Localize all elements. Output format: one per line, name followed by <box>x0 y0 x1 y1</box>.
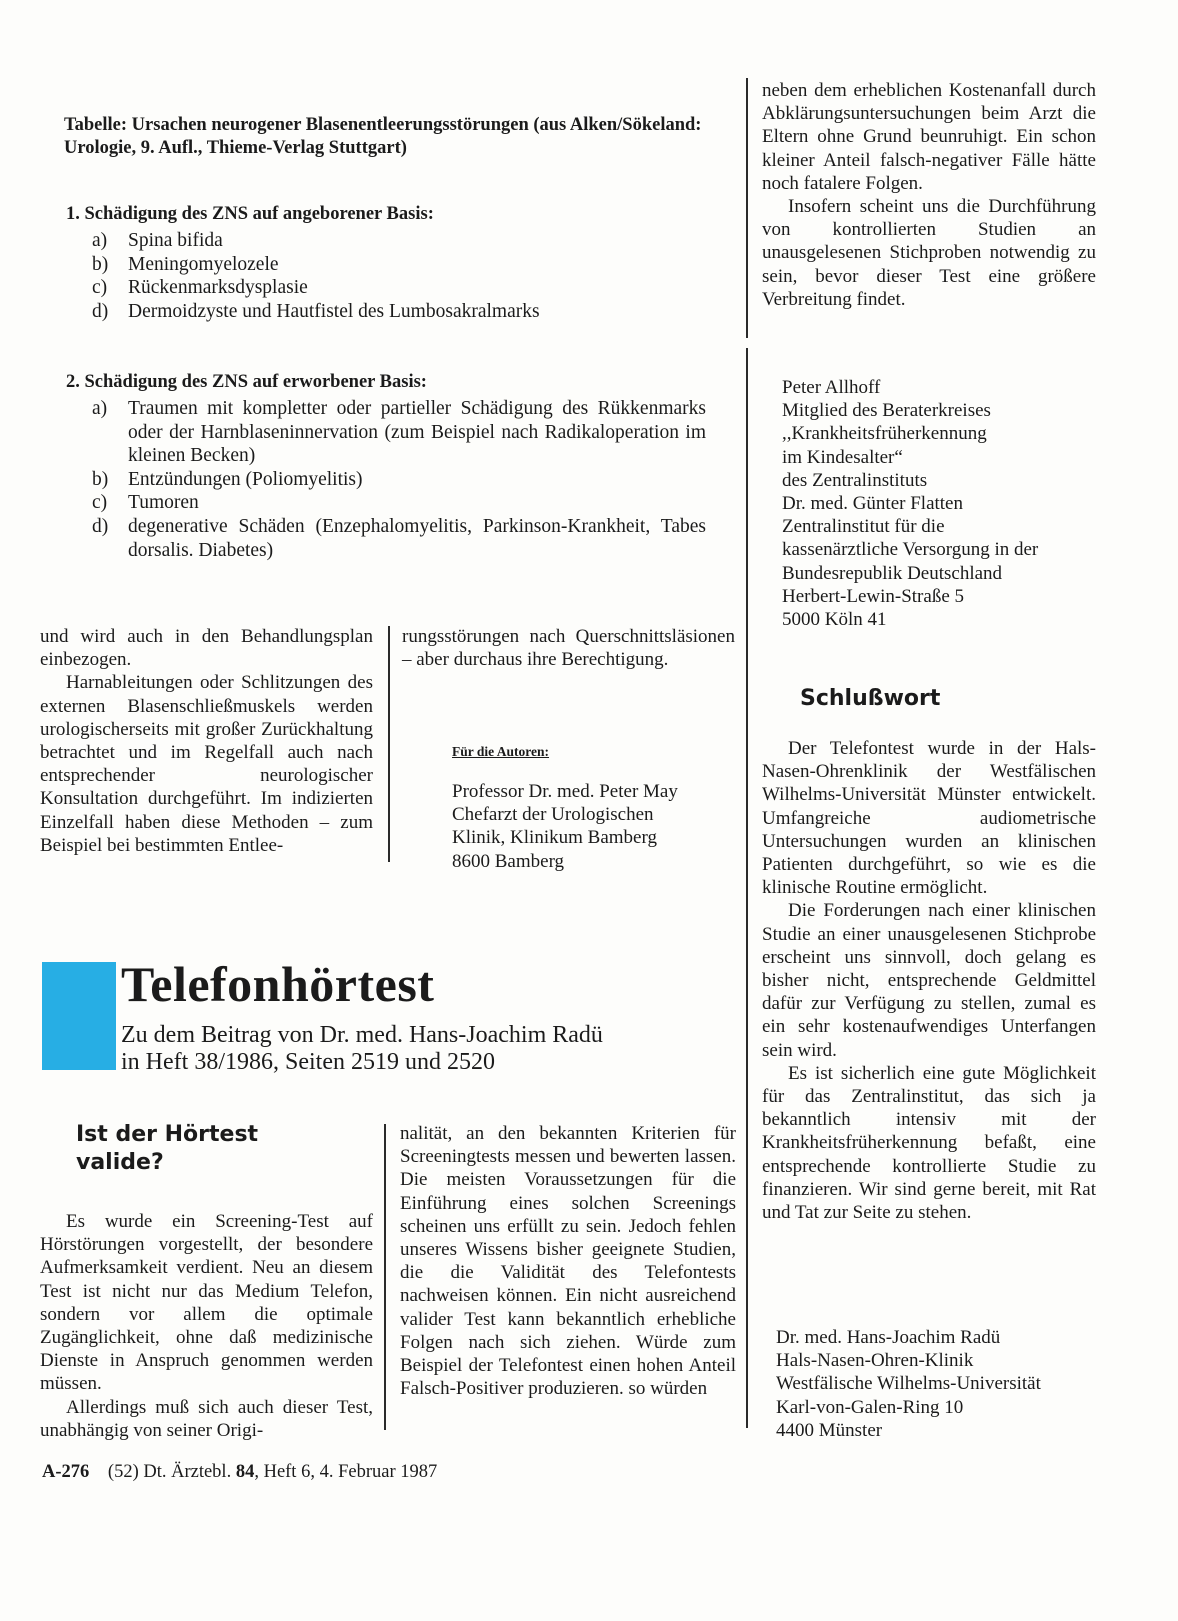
letter-one-left-column <box>40 625 373 857</box>
table-section-list <box>92 229 726 323</box>
letter-one-middle-column <box>402 625 735 671</box>
article-left-column <box>40 1210 373 1442</box>
article-middle-column <box>400 1122 736 1400</box>
address-line: des Zentralinstituts <box>782 469 928 491</box>
address-line: Herbert-Lewin-Straße 5 <box>782 585 965 607</box>
list-item: a) Traumen mit kompletter oder partieller Schädigung des Rükkenmarks oder der Harnblaseninnervation (zum Beispiel nach Radikaloperation im kleinen Becken) <box>92 398 706 467</box>
list-item: a) Spina bifida <box>92 230 223 251</box>
table-section-list <box>92 397 706 562</box>
subtitle-line: in Heft 38/1986, Seiten 2519 und 2520 <box>121 1049 495 1075</box>
subtitle-line: Zu dem Beitrag von Dr. med. Hans-Joachim Radü <box>121 1022 603 1048</box>
page-number: A-276 <box>42 1462 90 1482</box>
section-heading-hoertest: Ist der Hörtest valide? <box>76 1122 259 1175</box>
address-line: Bundesrepublik Deutschland <box>782 562 1003 584</box>
paragraph: Der Telefontest wurde in der Hals-Nasen-Ohrenklinik der Westfälischen Wilhelms-Universität Münster entwickelt. Umfangreiche audiometrische Untersuchungen wurden an klinischen Patienten durchgeführt, so wie es die klinische Routine ermöglicht. <box>762 738 1096 899</box>
paragraph: Harnableitungen oder Schlitzungen des externen Blasenschließmuskels werden urologischerseits mit großer Zurückhaltung betrachtet und im Regelfall auch nach entsprechender neurologischer Konsultation durchgeführt. Im indizierten Einzelfall haben diese Methoden – zum Beispiel bei bestimmten Entlee- <box>40 672 373 856</box>
address-line: Chefarzt der Urologischen <box>452 804 654 826</box>
paragraph: Insofern scheint uns die Durchführung von kontrollierten Studien an unausgelesenen Stichproben notwendig zu sein, bevor dieser Test eine größere Verbreitung findet. <box>762 196 1096 310</box>
table-title: Tabelle: Ursachen neurogener Blasenentleerungsstörungen (aus Alken/Sökeland: Urologie, 9. Aufl., Thieme-Verlag Stuttgart) <box>64 115 702 158</box>
signature-radue <box>776 1326 1116 1442</box>
address-line: ,,Krankheitsfrüherkennung <box>782 423 987 445</box>
list-item: d) degenerative Schäden (Enzephalomyelitis, Parkinson-Krankheit, Tabes dorsalis. Diabetes) <box>92 515 706 561</box>
paragraph: neben dem erheblichen Kostenanfall durch Abklärungsuntersuchungen beim Arzt die Eltern ohne Grund beunruhigt. Ein schon kleiner Anteil falsch-negativer Fälle hätte noch fatalere Folgen. <box>762 80 1096 194</box>
article-title: Telefonhörtest <box>121 956 435 1012</box>
paragraph: Es wurde ein Screening-Test auf Hörstörungen vorgestellt, der besondere Aufmerksamkeit verdient. Neu an diesem Test ist nicht nur das Medium Telefon, sondern vor allem die optimale Zugänglichkeit, ohne daß medizinische Dienste in Anspruch genommen werden müssen. <box>40 1211 373 1395</box>
column-rule-right-top <box>746 78 748 338</box>
paragraph: Allerdings muß sich auch dieser Test, unabhängig von seiner Origi- <box>40 1396 373 1441</box>
column-rule-right-bottom <box>746 348 748 1428</box>
address-line: Peter Allhoff <box>782 377 881 398</box>
list-item: b) Meningomyelozele <box>92 253 279 275</box>
address-line: Karl-von-Galen-Ring 10 <box>776 1396 964 1418</box>
paragraph: Die Forderungen nach einer klinischen Studie an einer unausgelesenen Stichprobe erscheint uns sinnvoll, doch gelang es bisher nicht, entsprechende Geldmittel dafür zur Verfügung zu stellen, zumal es ein sehr kostenaufwendiges Unterfangen sein wird. <box>762 900 1096 1061</box>
page-footer <box>42 1462 437 1483</box>
address-line: Zentralinstitut für die <box>782 516 945 538</box>
column-rule-article <box>384 1124 386 1430</box>
author-address-may <box>452 780 752 873</box>
paragraph: rungsstörungen nach Querschnittsläsionen – aber durchaus ihre Berechtigung. <box>402 626 735 671</box>
address-line: 8600 Bamberg <box>452 850 565 872</box>
volume-number: 84 <box>235 1462 255 1482</box>
for-authors-label: Für die Autoren: <box>452 744 550 759</box>
list-item: b) Entzündungen (Poliomyelitis) <box>92 468 363 490</box>
list-item: c) Tumoren <box>92 492 199 514</box>
paragraph: und wird auch in den Behandlungsplan einbezogen. <box>40 626 373 671</box>
address-line: Mitglied des Beraterkreises <box>782 400 991 422</box>
address-line: kassenärztliche Versorgung in der <box>782 539 1039 561</box>
paragraph: Es ist sicherlich eine gute Möglichkeit für das Zentralinstitut, das sich ja bekanntlich intensiv mit der Krankheitsfrüherkennung befaßt, eine entsprechende kontrollierte Studie zu finanzieren. Wir sind gerne bereit, mit Rat und Tat zur Seite zu stehen. <box>762 1062 1096 1224</box>
table-section-heading: 2. Schädigung des ZNS auf erworbener Basis: <box>66 372 427 392</box>
section-heading-schlusswort: Schlußwort <box>800 686 941 711</box>
accent-color-block <box>42 962 116 1070</box>
issue-date: , Heft 6, 4. Februar 1987 <box>254 1462 438 1482</box>
list-item: c) Rückenmarksdysplasie <box>92 277 308 299</box>
address-line: Klinik, Klinikum Bamberg <box>452 827 657 849</box>
journal-citation: (52) Dt. Ärztebl. <box>107 1462 232 1482</box>
right-column-continuation <box>762 79 1096 311</box>
address-line: Professor Dr. med. Peter May <box>452 781 678 802</box>
address-line: Hals-Nasen-Ohren-Klinik <box>776 1350 974 1372</box>
table-section-1 <box>66 204 726 323</box>
address-line: Dr. med. Hans-Joachim Radü <box>776 1327 1001 1348</box>
article-subtitle <box>121 1022 721 1076</box>
address-line: im Kindesalter“ <box>782 446 903 468</box>
table-section-2 <box>66 372 726 562</box>
paragraph: nalität, an den bekannten Kriterien für Screeningtests messen und bewerten lassen. Die meisten Voraussetzungen für die Einführung eines solchen Screenings scheinen uns erfüllt zu sein. Jedoch fehlen unseres Wissens bisher geeignete Studien, die die Validität des Telefontests nachweisen können. Ein nicht ausreichend valider Test kann bekanntlich erhebliche Folgen nach sich ziehen. Würde zum Beispiel der Telefontest einen hohen Anteil Falsch-Positiver produzieren. so würden <box>400 1123 736 1400</box>
schlusswort-text <box>762 737 1096 1224</box>
address-line: Dr. med. Günter Flatten <box>782 493 963 515</box>
address-line: 5000 Köln 41 <box>782 609 887 631</box>
column-rule-letter-one <box>388 626 390 862</box>
list-item: d) Dermoidzyste und Hautfistel des Lumbosakralmarks <box>92 300 540 322</box>
table-section-heading: 1. Schädigung des ZNS auf angeborener Basis: <box>66 204 434 224</box>
address-line: Westfälische Wilhelms-Universität <box>776 1373 1041 1395</box>
address-line: 4400 Münster <box>776 1419 883 1441</box>
signature-allhoff <box>782 376 1122 631</box>
